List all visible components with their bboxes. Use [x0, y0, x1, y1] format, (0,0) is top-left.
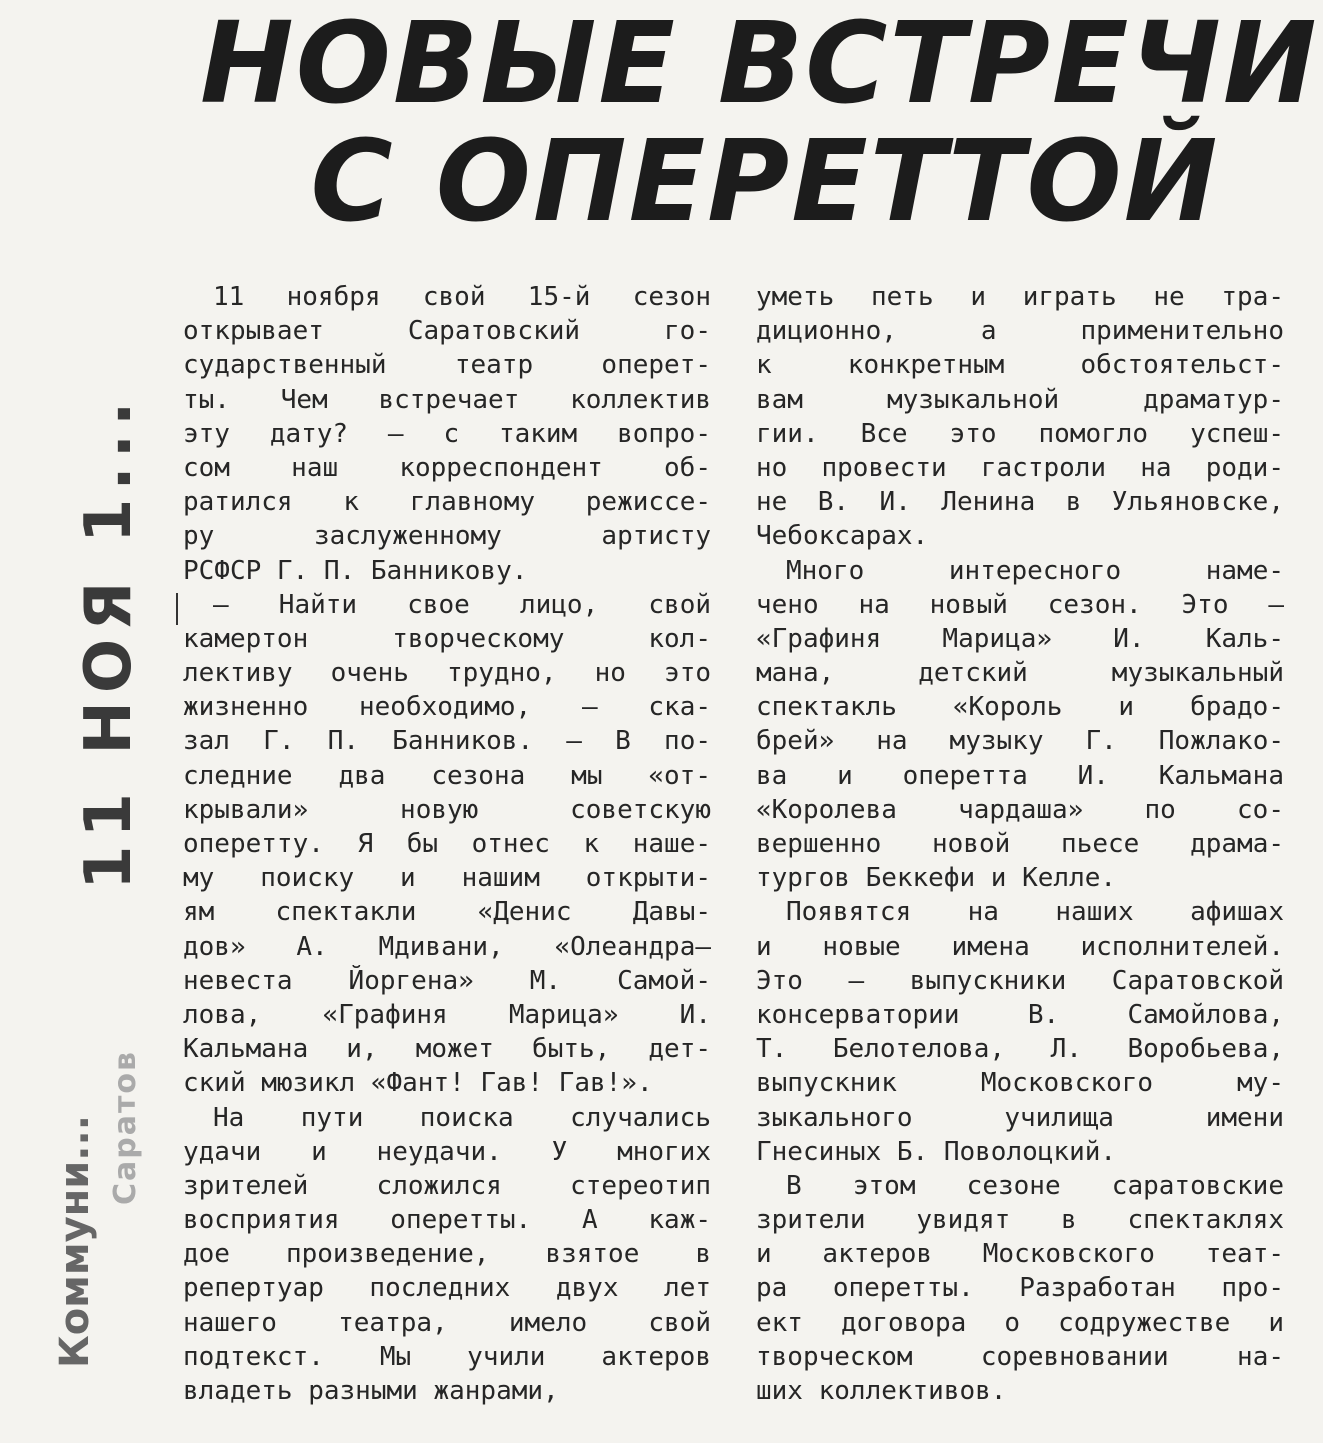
article-line: вершенно новой пьесе драма- — [756, 829, 1284, 859]
article-line: вам музыкальной драматур- — [756, 384, 1284, 415]
article-line: удачи и неудачи. У многих — [183, 1136, 711, 1167]
article-line: ших коллективов. — [756, 1376, 1007, 1406]
article-column-left — [183, 280, 711, 1408]
article-line: лова, «Графиня Марица» И. — [183, 999, 711, 1030]
article-line: На пути поиска случались — [213, 1102, 711, 1133]
article-line: «Королева чардаша» по со- — [756, 794, 1284, 825]
date-stamp: 11 НОЯ 1... — [72, 393, 146, 890]
article-line: брей» на музыку Г. Пожлако- — [756, 726, 1284, 757]
article-line: репертуар последних двух лет — [183, 1273, 711, 1304]
article-line: сом наш корреспондент об- — [183, 452, 711, 483]
article-line: консерватории В. Самойлова, — [756, 999, 1284, 1030]
article-line: невеста Йоргена» М. Самой- — [183, 965, 711, 996]
article-line: крывали» новую советскую — [183, 794, 711, 825]
article-line: зал Г. П. Банников. — В по- — [183, 726, 711, 757]
article-line: РСФСР Г. П. Банникову. — [183, 555, 528, 586]
article-line: и актеров Московского теат- — [756, 1239, 1284, 1270]
article-line: «Графиня Марица» И. Каль- — [756, 623, 1284, 654]
article-line: В этом сезоне саратовские — [786, 1170, 1284, 1201]
headline-line-1: НОВЫЕ ВСТРЕЧИ — [200, 0, 1319, 129]
article-line: диционно, а применительно — [756, 316, 1284, 347]
article-line: ям спектакли «Денис Давы- — [183, 897, 711, 928]
article-line: Много интересного наме- — [786, 555, 1284, 586]
margin-mark — [176, 593, 178, 625]
article-line: Это — выпускники Саратовской — [756, 965, 1284, 996]
article-line: — Найти свое лицо, свой — [213, 589, 711, 620]
article-line: Появятся на наших афишах — [786, 897, 1284, 928]
article-line: 11 ноября свой 15-й сезон — [213, 282, 711, 312]
article-line: ра оперетты. Разработан про- — [756, 1273, 1284, 1304]
headline-line-2: С ОПЕРЕТТОЙ — [310, 117, 1220, 247]
article-line: Гнесиных Б. Поволоцкий. — [756, 1136, 1117, 1167]
article-line: зыкального училища имени — [756, 1102, 1284, 1133]
article-line: тургов Беккефи и Келле. — [756, 863, 1117, 894]
article-line: Т. Белотелова, Л. Воробьева, — [756, 1034, 1284, 1065]
article-line: мана, детский музыкальный — [756, 658, 1284, 689]
article-line: ва и оперетта И. Кальмана — [756, 760, 1284, 791]
article-line: камертон творческому кол- — [183, 623, 711, 654]
article-line: оперетту. Я бы отнес к наше- — [183, 829, 711, 859]
article-line: жизненно необходимо, — ска- — [183, 692, 711, 723]
headline — [200, 0, 1319, 247]
article-line: сударственный театр оперет- — [183, 350, 711, 381]
article-line: нашего театра, имело свой — [183, 1307, 711, 1338]
article-line: ект договора о содружестве и — [756, 1307, 1284, 1338]
article-line: ру заслуженному артисту — [183, 521, 711, 552]
article-line: зрители увидят в спектаклях — [756, 1205, 1284, 1236]
article-line: чено на новый сезон. Это — — [756, 589, 1284, 620]
article-line: творческом соревновании на- — [756, 1341, 1284, 1372]
article-line: уметь петь и играть не тра- — [756, 282, 1284, 312]
article-line: гии. Все это помогло успеш- — [756, 418, 1284, 449]
article-line: зрителей сложился стереотип — [183, 1170, 711, 1201]
article-line: спектакль «Король и брадо- — [756, 692, 1284, 723]
city-stamp: Саратов — [108, 1050, 143, 1205]
article-line: выпускник Московского му- — [756, 1068, 1284, 1099]
newspaper-name-stamp: Коммуни... — [52, 1115, 98, 1368]
article-line: подтекст. Мы учили актеров — [183, 1341, 711, 1372]
article-line: дое произведение, взятое в — [183, 1239, 711, 1270]
article-line: не В. И. Ленина в Ульяновске, — [756, 487, 1284, 518]
article-line: восприятия оперетты. А каж- — [183, 1205, 711, 1236]
article-line: владеть разными жанрами, — [183, 1376, 559, 1406]
article-line: ский мюзикл «Фант! Гав! Гав!». — [183, 1068, 653, 1099]
article-line: дов» А. Мдивани, «Олеандра— — [183, 931, 711, 962]
article-line: ратился к главному режиссе- — [183, 487, 711, 518]
article-column-right — [756, 280, 1284, 1408]
article-line: но провести гастроли на роди- — [756, 452, 1284, 483]
article-line: ты. Чем встречает коллектив — [183, 384, 711, 415]
article-line: к конкретным обстоятельст- — [756, 350, 1284, 381]
article-line: Чебоксарах. — [756, 521, 929, 552]
article-line: му поиску и нашим открыти- — [183, 863, 711, 894]
article-line: эту дату? — с таким вопро- — [183, 418, 711, 449]
article-line: следние два сезона мы «от- — [183, 760, 711, 791]
article-line: Кальмана и, может быть, дет- — [183, 1034, 711, 1065]
article-line: лективу очень трудно, но это — [183, 658, 711, 689]
article-line: открывает Саратовский го- — [183, 316, 711, 347]
article-line: и новые имена исполнителей. — [756, 931, 1284, 962]
